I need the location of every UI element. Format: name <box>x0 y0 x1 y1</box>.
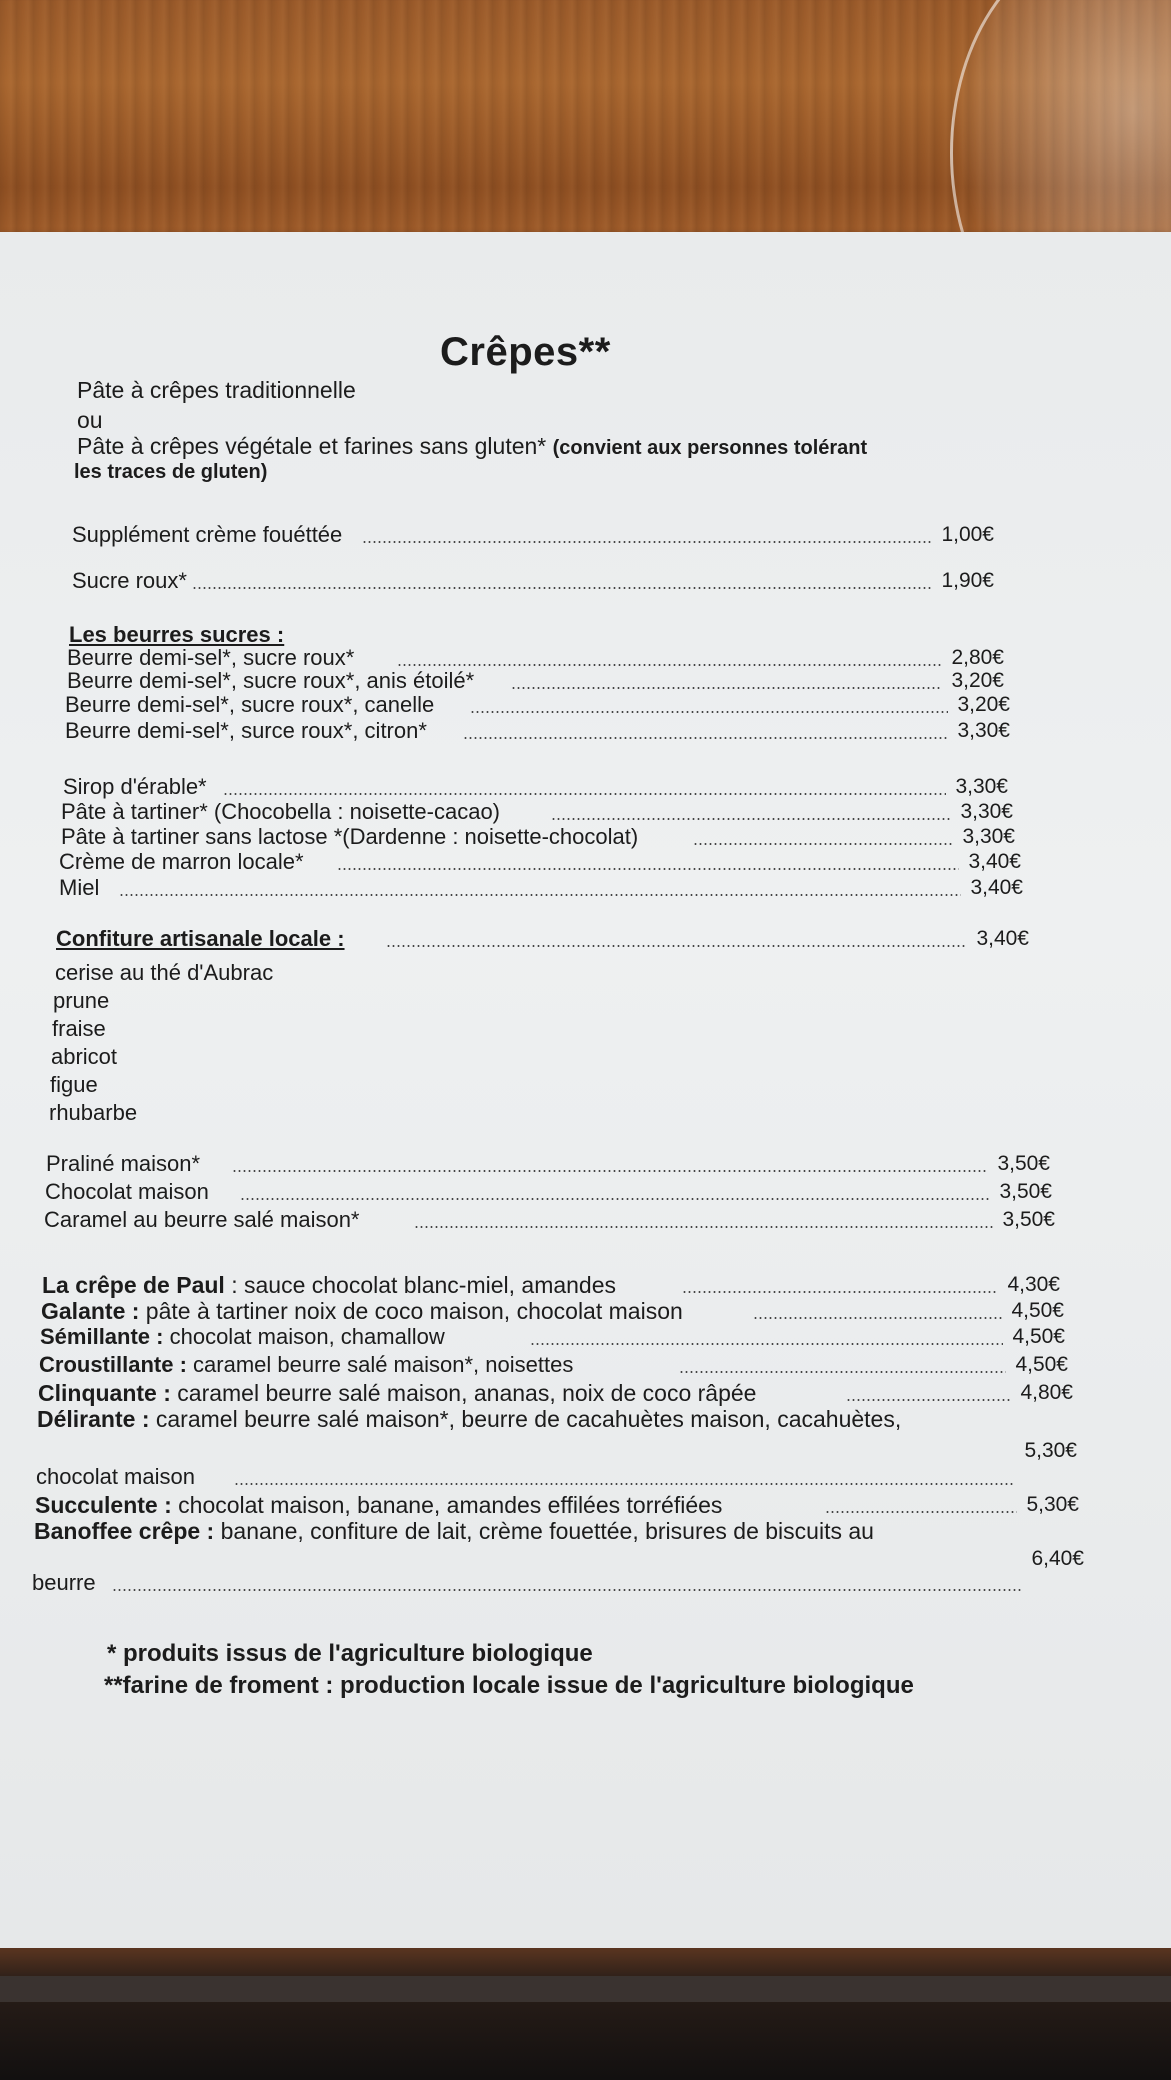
dot-leader <box>192 587 932 589</box>
item-name: Supplément crème fouéttée <box>72 522 343 547</box>
menu-row-semillante <box>40 1322 1065 1350</box>
special-desc: caramel beurre salé maison*, beurre de cacahuètes maison, cacahuètes, <box>149 1406 902 1432</box>
menu-row-croustillante <box>39 1350 1068 1378</box>
menu-row-galante <box>41 1296 1064 1324</box>
item-price: 3,50€ <box>999 1180 1052 1203</box>
table-edge-strip <box>0 1976 1171 2002</box>
menu-row-succulente <box>35 1490 1079 1518</box>
item-name: Crème de marron locale* <box>59 849 304 874</box>
footnote-flour: **farine de froment : production locale issue de l'agriculture biologique <box>104 1672 914 1699</box>
section-heading-beurres: Les beurres sucres : <box>69 622 285 647</box>
special-name: Galante : <box>41 1298 140 1324</box>
confiture-flavor: rhubarbe <box>49 1100 138 1125</box>
item-price: 4,50€ <box>1011 1299 1064 1322</box>
confiture-flavor: fraise <box>52 1016 106 1041</box>
menu-row-sirop-erable <box>63 772 1008 800</box>
menu-row-miel <box>59 873 1023 901</box>
special-desc: banane, confiture de lait, crème fouettée, brisures de biscuits au <box>214 1518 874 1544</box>
special-name: Sémillante : <box>40 1324 164 1349</box>
item-name: Sucre roux* <box>72 568 187 593</box>
dot-leader <box>846 1399 1011 1401</box>
item-price: 3,40€ <box>970 876 1023 899</box>
dot-leader <box>682 1291 998 1293</box>
menu-row-praline <box>46 1149 1050 1177</box>
intro-line-vegetal <box>77 433 867 460</box>
menu-row-pate-sans-lactose <box>61 822 1015 850</box>
dot-leader <box>232 1170 988 1172</box>
menu-row-beurre-4 <box>65 716 1010 744</box>
menu-row-supplement-creme <box>72 520 994 548</box>
confiture-flavor: abricot <box>51 1044 118 1069</box>
dot-leader <box>551 818 951 820</box>
menu-row-beurre-3 <box>65 690 1010 718</box>
dot-leader <box>119 894 961 896</box>
item-name <box>40 1324 445 1350</box>
menu-row-clinquante <box>38 1378 1073 1406</box>
item-price: 3,20€ <box>957 693 1010 716</box>
menu-row-sucre-roux <box>72 566 994 594</box>
dot-leader <box>386 945 967 947</box>
menu-row-banoffee-line1 <box>34 1518 874 1545</box>
dot-leader <box>414 1226 993 1228</box>
menu-row-chocolat <box>45 1177 1052 1205</box>
menu-row-pate-tartiner <box>61 797 1013 825</box>
special-desc: : sauce chocolat blanc-miel, amandes <box>224 1272 617 1298</box>
item-name: Praliné maison* <box>46 1151 201 1176</box>
item-name: Pâte à tartiner* (Chocobella : noisette-cacao) <box>61 799 501 824</box>
confiture-flavor: prune <box>53 988 110 1013</box>
dot-leader <box>234 1483 1015 1485</box>
menu-row-crepe-paul <box>42 1270 1060 1298</box>
item-name: Beurre demi-sel*, sucre roux*, anis étoilé* <box>67 668 475 693</box>
item-price: 3,40€ <box>968 850 1021 873</box>
item-name: Beurre demi-sel*, sucre roux*, canelle <box>65 692 435 717</box>
dot-leader <box>470 711 948 713</box>
item-name: Beurre demi-sel*, surce roux*, citron* <box>65 718 427 743</box>
dot-leader <box>530 1343 1003 1345</box>
dot-leader <box>753 1317 1002 1319</box>
item-price: 3,30€ <box>957 719 1010 742</box>
item-price: 4,80€ <box>1020 1381 1073 1404</box>
item-price: 5,30€ <box>1024 1439 1077 1462</box>
item-price: 1,00€ <box>941 523 994 546</box>
item-price: 1,90€ <box>941 569 994 592</box>
confiture-flavor: figue <box>50 1072 98 1097</box>
dot-leader <box>463 737 948 739</box>
item-name <box>42 1272 616 1298</box>
dot-leader <box>112 1589 1022 1591</box>
special-continuation: beurre <box>32 1570 96 1595</box>
dot-leader <box>362 541 932 543</box>
special-continuation: chocolat maison <box>36 1464 195 1489</box>
intro-line-or: ou <box>77 407 103 433</box>
item-name <box>35 1492 722 1518</box>
item-price: 3,30€ <box>962 825 1015 848</box>
item-name: Pâte à tartiner sans lactose *(Dardenne : noisette-chocolat) <box>61 824 639 849</box>
special-desc: caramel beurre salé maison, ananas, noix de coco râpée <box>170 1380 757 1406</box>
item-price: 4,50€ <box>1012 1325 1065 1348</box>
item-price: 5,30€ <box>1026 1493 1079 1516</box>
special-name: Succulente : <box>35 1492 172 1518</box>
special-name: Délirante : <box>37 1406 150 1432</box>
item-name <box>39 1352 573 1378</box>
dot-leader <box>825 1511 1017 1513</box>
item-name: Miel <box>59 875 100 900</box>
special-name: Banoffee crêpe : <box>34 1518 215 1544</box>
dot-leader <box>679 1371 1006 1373</box>
item-price: 3,50€ <box>1002 1208 1055 1231</box>
confiture-flavor: cerise au thé d'Aubrac <box>55 960 274 985</box>
page-title: Crêpes** <box>440 330 611 374</box>
special-name: Croustillante : <box>39 1352 187 1377</box>
item-price: 2,80€ <box>951 646 1004 669</box>
menu-row-banoffee-line2 <box>32 1547 1084 1596</box>
item-price: 3,50€ <box>997 1152 1050 1175</box>
item-price: 4,30€ <box>1007 1273 1060 1296</box>
intro-gluten-note: (convient aux personnes tolérant <box>552 437 868 459</box>
item-name <box>41 1298 683 1324</box>
intro-vegetal-text: Pâte à crêpes végétale et farines sans gluten* <box>77 433 547 459</box>
footnote-organic: * produits issus de l'agriculture biologique <box>107 1640 593 1667</box>
item-name: Chocolat maison <box>45 1179 209 1204</box>
dot-leader <box>240 1198 990 1200</box>
dot-leader <box>693 843 953 845</box>
intro-line-traces: les traces de gluten) <box>74 461 268 483</box>
menu-row-creme-marron <box>59 847 1021 875</box>
item-price: 3,20€ <box>951 669 1004 692</box>
item-price: 4,50€ <box>1015 1353 1068 1376</box>
dot-leader <box>337 868 959 870</box>
menu-row-delirante-line1 <box>37 1406 901 1433</box>
item-name: Beurre demi-sel*, sucre roux* <box>67 645 355 670</box>
item-name: Caramel au beurre salé maison* <box>44 1207 360 1232</box>
section-heading-confiture: Confiture artisanale locale : <box>56 926 345 951</box>
intro-line-traditional: Pâte à crêpes traditionnelle <box>77 377 356 403</box>
item-price: 3,40€ <box>976 927 1029 950</box>
table-edge <box>0 1948 1171 2080</box>
special-desc: caramel beurre salé maison*, noisettes <box>186 1352 574 1377</box>
item-price: 6,40€ <box>1031 1547 1084 1570</box>
special-desc: pâte à tartiner noix de coco maison, chocolat maison <box>139 1298 683 1324</box>
item-name <box>38 1380 756 1406</box>
item-price: 3,30€ <box>955 775 1008 798</box>
menu-row-confiture <box>56 924 1029 952</box>
menu-row-delirante-line2 <box>36 1439 1077 1490</box>
item-name: Sirop d'érable* <box>63 774 207 799</box>
special-name: Clinquante : <box>38 1380 171 1406</box>
dot-leader <box>223 793 946 795</box>
special-name: La crêpe de Paul <box>42 1272 225 1298</box>
item-price: 3,30€ <box>960 800 1013 823</box>
dot-leader <box>511 687 942 689</box>
special-desc: chocolat maison, chamallow <box>163 1324 445 1349</box>
special-desc: chocolat maison, banane, amandes effilées torréfiées <box>171 1492 723 1518</box>
menu-row-caramel <box>44 1205 1055 1233</box>
